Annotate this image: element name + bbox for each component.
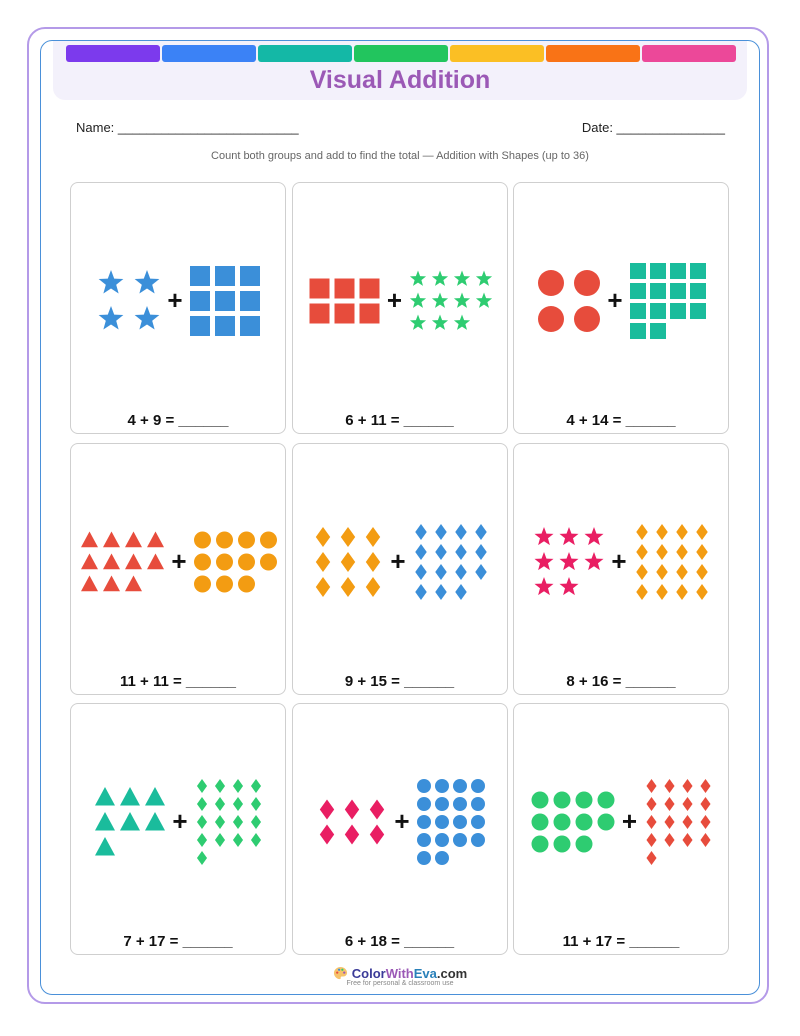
square-shape [650,263,666,279]
square-shape [630,303,646,319]
diamond-shape [696,524,708,540]
diamond-shape [676,564,688,580]
problem-card [513,182,729,434]
circle-shape [194,531,211,548]
triangle-shape [145,787,165,806]
square-shape [630,283,646,299]
circle-shape [216,575,233,592]
diamond-shape [656,584,668,600]
circle-shape [471,815,485,829]
circle-shape [435,797,449,811]
footer-tagline: Free for personal & classroom use [346,980,454,987]
circle-shape [417,797,431,811]
diamond-shape [682,797,692,811]
square-shape [334,279,354,299]
problem-illustration [71,704,287,926]
triangle-shape [147,553,164,569]
diamond-shape [700,779,710,793]
instructions: Count both groups and add to find the total — Addition with Shapes (up to 36) [211,150,589,162]
diamond-shape [646,779,656,793]
diamond-shape [646,851,656,865]
star-shape [534,527,553,545]
diamond-shape [197,797,207,811]
group-a [315,527,379,597]
diamond-shape [700,815,710,829]
diamond-shape [251,815,261,829]
diamond-shape [365,527,379,547]
rainbow-segment [162,45,256,62]
problem-card [513,443,729,695]
square-shape [690,283,706,299]
diamond-shape [233,779,243,793]
diamond-shape [233,833,243,847]
circle-shape [598,792,615,809]
triangle-shape [95,812,115,831]
square-shape [359,304,379,324]
square-shape [690,263,706,279]
diamond-shape [197,833,207,847]
problem-card [292,182,508,434]
problem-illustration [293,444,509,666]
diamond-shape [344,800,358,820]
diamond-shape [197,815,207,829]
square-shape [359,279,379,299]
circle-shape [435,833,449,847]
star-shape [431,293,447,308]
star-shape [534,577,553,595]
rainbow-segment [450,45,544,62]
circle-shape [216,531,233,548]
circle-shape [417,779,431,793]
date-field[interactable]: Date: _______________ [581,120,725,135]
diamond-shape [455,524,467,540]
diamond-shape [215,779,225,793]
star-shape [135,270,160,294]
triangle-shape [103,575,120,591]
circle-shape [471,833,485,847]
group-a [95,787,165,856]
problem-card [513,703,729,955]
equation-answer[interactable]: 8 + 16 = ______ [566,672,676,690]
circle-shape [453,797,467,811]
circle-shape [238,531,255,548]
diamond-shape [664,779,674,793]
triangle-shape [95,837,115,856]
circle-shape [435,851,449,865]
problem-illustration [514,444,730,666]
group-b [409,271,491,330]
triangle-shape [81,531,98,547]
problem-illustration [514,183,730,405]
rainbow-segment [546,45,640,62]
diamond-shape [415,564,427,580]
equation-answer[interactable]: 11 + 17 = ______ [562,933,680,950]
group-b [190,266,260,336]
group-b [646,779,710,865]
rainbow-segment [258,45,352,62]
triangle-shape [120,812,140,831]
page-title: Visual Addition [309,66,491,94]
rainbow-segment [354,45,448,62]
triangle-shape [145,812,165,831]
diamond-shape [646,797,656,811]
diamond-shape [197,779,207,793]
problem-card [70,443,286,695]
circle-shape [471,779,485,793]
square-shape [650,283,666,299]
star-shape [409,271,425,286]
circle-shape [471,797,485,811]
diamond-shape [696,564,708,580]
triangle-shape [81,575,98,591]
square-shape [215,266,235,286]
group-a [534,527,603,595]
diamond-shape [319,800,333,820]
circle-shape [532,814,549,831]
group-a [319,800,383,845]
diamond-shape [455,584,467,600]
diamond-shape [664,797,674,811]
square-shape [190,266,210,286]
star-shape [409,315,425,330]
diamond-shape [369,800,383,820]
diamond-shape [475,524,487,540]
circle-shape [554,792,571,809]
diamond-shape [475,564,487,580]
diamond-shape [646,833,656,847]
group-a [532,792,615,853]
equation-answer[interactable]: 6 + 11 = ______ [345,412,454,429]
circle-shape [532,836,549,853]
star-shape [475,271,491,286]
circle-shape [538,270,564,296]
circle-shape [216,553,233,570]
brand-color: Color [351,966,386,981]
group-a [81,531,164,591]
diamond-shape [636,564,648,580]
group-b [417,779,485,865]
diamond-shape [656,544,668,560]
diamond-shape [315,527,329,547]
rainbow-segment [642,45,736,62]
footer [0,966,800,987]
diamond-shape [251,833,261,847]
square-shape [650,323,666,339]
diamond-shape [315,552,329,572]
problem-card [70,703,286,955]
diamond-shape [682,779,692,793]
diamond-shape [435,564,447,580]
diamond-shape [435,544,447,560]
problem-card [292,443,508,695]
star-shape [559,527,578,545]
star-shape [99,270,124,294]
diamond-shape [636,584,648,600]
square-shape [630,263,646,279]
square-shape [240,316,260,336]
square-shape [670,303,686,319]
equation-answer[interactable]: 7 + 17 = ______ [123,933,233,950]
star-shape [431,271,447,286]
problem-card [70,182,286,434]
diamond-shape [682,815,692,829]
diamond-shape [369,825,383,845]
equation-answer[interactable]: 4 + 14 = ______ [566,412,676,429]
circle-shape [238,553,255,570]
plus-sign: + [607,285,623,315]
star-shape [135,306,160,330]
brand-tld: .com [436,966,468,981]
square-shape [309,304,329,324]
diamond-shape [365,577,379,597]
diamond-shape [215,797,225,811]
group-b [194,531,277,592]
triangle-shape [125,531,142,547]
equation-answer[interactable]: 4 + 9 = ______ [127,412,229,429]
diamond-shape [682,833,692,847]
circle-shape [576,836,593,853]
diamond-shape [415,544,427,560]
circle-shape [435,815,449,829]
equation-answer[interactable]: 9 + 15 = ______ [344,672,455,690]
brand-eva: Eva [413,966,437,981]
square-shape [215,316,235,336]
diamond-shape [700,797,710,811]
circle-shape [576,792,593,809]
diamond-shape [676,544,688,560]
diamond-shape [656,524,668,540]
circle-shape [532,792,549,809]
diamond-shape [676,524,688,540]
circle-shape [538,306,564,332]
group-b [630,263,706,339]
problem-card [292,703,508,955]
square-shape [240,291,260,311]
plus-sign: + [171,545,187,576]
triangle-shape [147,531,164,547]
problem-illustration [71,183,287,405]
star-shape [453,271,469,286]
diamond-shape [455,564,467,580]
square-shape [190,316,210,336]
star-shape [534,552,553,570]
diamond-shape [656,564,668,580]
diamond-shape [435,584,447,600]
star-shape [99,306,124,330]
circle-shape [574,306,600,332]
group-b [636,524,708,600]
diamond-shape [365,552,379,572]
star-shape [584,527,603,545]
circle-shape [453,779,467,793]
plus-sign: + [386,285,402,315]
circle-shape [417,851,431,865]
plus-sign: + [621,806,638,836]
group-b [415,524,487,600]
plus-sign: + [389,545,406,576]
circle-shape [554,836,571,853]
palette-icon [333,966,348,981]
circle-shape [576,814,593,831]
circle-shape [574,270,600,296]
diamond-shape [475,544,487,560]
diamond-shape [340,527,354,547]
circle-shape [194,575,211,592]
star-shape [431,315,447,330]
star-shape [559,552,578,570]
circle-shape [260,531,277,548]
circle-shape [435,779,449,793]
star-shape [409,293,425,308]
brand-with: With [385,966,414,981]
diamond-shape [233,797,243,811]
diamond-shape [636,524,648,540]
square-shape [690,303,706,319]
diamond-shape [251,779,261,793]
rainbow-segment [66,45,160,62]
triangle-shape [95,787,115,806]
circle-shape [238,575,255,592]
circle-shape [453,833,467,847]
star-shape [453,315,469,330]
diamond-shape [696,544,708,560]
diamond-shape [215,815,225,829]
triangle-shape [120,787,140,806]
circle-shape [194,553,211,570]
diamond-shape [315,577,329,597]
diamond-shape [696,584,708,600]
triangle-shape [103,553,120,569]
plus-sign: + [172,806,188,836]
square-shape [650,303,666,319]
diamond-shape [215,833,225,847]
problem-illustration [71,444,287,666]
problem-illustration [293,704,509,926]
star-shape [559,577,578,595]
circle-shape [417,815,431,829]
square-shape [309,279,329,299]
group-a [309,279,379,324]
star-shape [475,293,491,308]
square-shape [190,291,210,311]
diamond-shape [415,584,427,600]
plus-sign: + [167,285,183,315]
square-shape [670,283,686,299]
square-shape [215,291,235,311]
diamond-shape [676,584,688,600]
circle-shape [598,814,615,831]
group-b [197,779,261,865]
diamond-shape [664,833,674,847]
triangle-shape [125,553,142,569]
square-shape [240,266,260,286]
square-shape [334,304,354,324]
group-a [99,270,160,330]
circle-shape [417,833,431,847]
diamond-shape [319,825,333,845]
diamond-shape [340,552,354,572]
square-shape [630,323,646,339]
group-a [538,270,600,332]
triangle-shape [81,553,98,569]
diamond-shape [344,825,358,845]
rainbow-bar [66,45,736,62]
plus-sign: + [611,545,627,576]
equation-answer[interactable]: 11 + 11 = ______ [120,672,236,690]
triangle-shape [125,575,142,591]
star-shape [453,293,469,308]
diamond-shape [233,815,243,829]
name-field[interactable]: Name: _________________________ [76,120,299,135]
circle-shape [260,553,277,570]
diamond-shape [197,851,207,865]
diamond-shape [340,577,354,597]
star-shape [584,552,603,570]
diamond-shape [251,797,261,811]
triangle-shape [103,531,120,547]
diamond-shape [415,524,427,540]
diamond-shape [636,544,648,560]
diamond-shape [700,833,710,847]
square-shape [670,263,686,279]
diamond-shape [646,815,656,829]
equation-answer[interactable]: 6 + 18 = ______ [344,933,455,950]
diamond-shape [435,524,447,540]
brand-logo [0,966,800,981]
diamond-shape [664,815,674,829]
plus-sign: + [393,806,410,836]
circle-shape [554,814,571,831]
diamond-shape [455,544,467,560]
circle-shape [453,815,467,829]
problem-illustration [514,704,730,926]
problem-illustration [293,183,509,405]
